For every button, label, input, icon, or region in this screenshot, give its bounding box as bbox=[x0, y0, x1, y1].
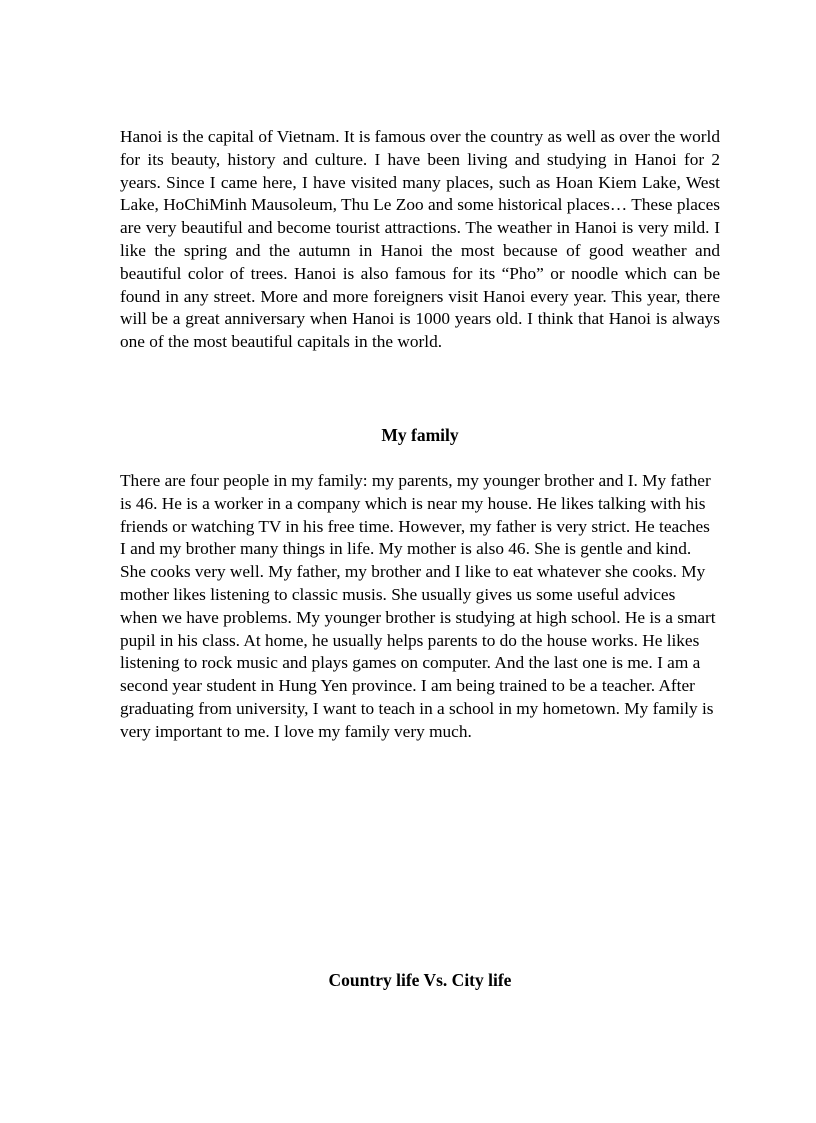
hanoi-paragraph: Hanoi is the capital of Vietnam. It is famous over the country as well as over the world for its beauty, history and culture. I have been living and studying in Hanoi for 2 years. Since I came here, I have visited many places, such as Hoan Kiem Lake, West Lake, HoChiMinh Mausoleum, Thu Le Zoo and some historical places… These places are very beautiful and become tourist attractions. The weather in Hanoi is very mild. I like the spring and the autumn in Hanoi the most because of good weather and beautiful color of trees. Hanoi is also famous for its “Pho” or noodle which can be found in any street. More and more foreigners visit Hanoi every year. This year, there will be a great anniversary when Hanoi is 1000 years old. I think that Hanoi is always one of the most beautiful capitals in the world. bbox=[120, 127, 720, 352]
my-family-heading: My family bbox=[381, 425, 459, 445]
country-vs-city-heading: Country life Vs. City life bbox=[328, 970, 512, 990]
family-paragraph: There are four people in my family: my parents, my younger brother and I. My father is 46. He is a worker in a company which is near my house. He likes talking with his friends or watching TV in his free time. However, my father is very strict. He teaches I and my brother many things in life. My mother is also 46. She is gentle and kind. She cooks very well. My father, my brother and I like to eat whatever she cooks. My mother likes listening to classic musis. She usually gives us some useful advices when we have problems. My younger brother is studying at high school. He is a smart pupil in his class. At home, he usually helps parents to do the house works. He likes listening to rock music and plays games on computer. And the last one is me. I am a second year student in Hung Yen province. I am being trained to be a teacher. After graduating from university, I want to teach in a school in my hometown. My family is very important to me. I love my family very much. bbox=[120, 471, 716, 741]
